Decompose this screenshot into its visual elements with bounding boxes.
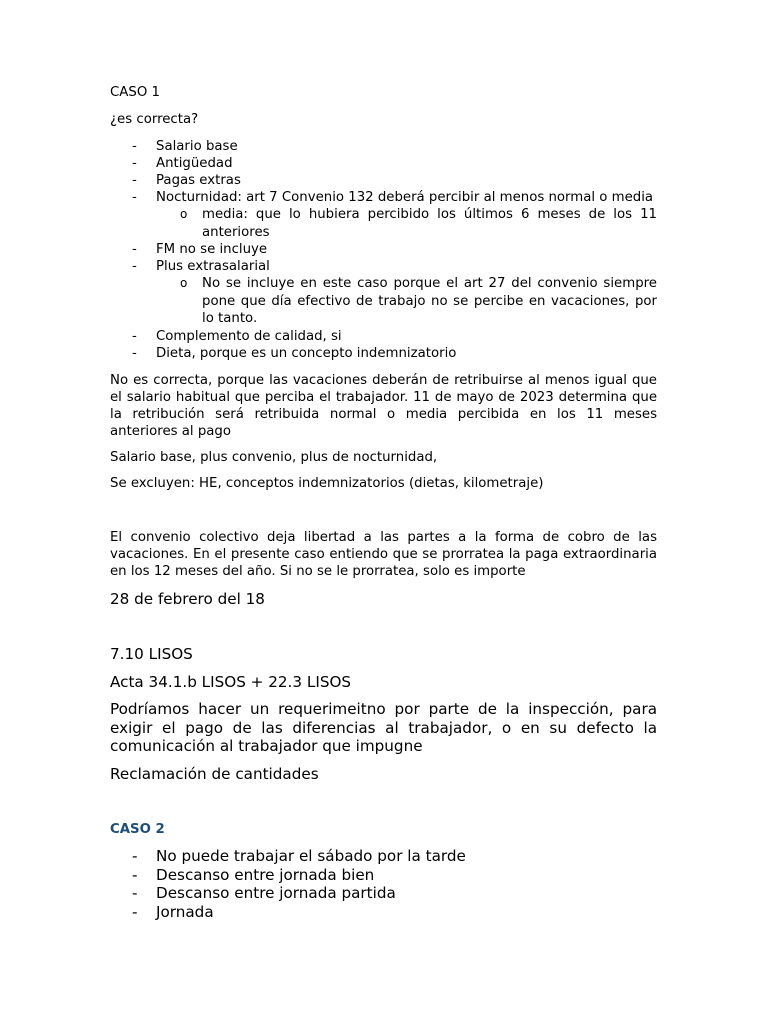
list-item: - Salario base bbox=[132, 139, 238, 154]
list-item: - Plus extrasalarial o No se incluye en este caso porque el art 27 del convenio siempre pone que día efectivo de trabajo no se percibe en vacaciones, por lo tanto. bbox=[110, 258, 657, 328]
date-line: 28 de febrero del 18 bbox=[110, 589, 265, 608]
paragraph-retribution: No es correcta, porque las vacaciones deberán de retribuirse al menos igual que el salario habitual que perciba el trabajador. 11 de mayo de 2023 determina que la retribución será retribuida normal o media percibida en los 11 meses anteriores al pago bbox=[110, 372, 657, 439]
list-item: - FM no se incluye bbox=[132, 242, 268, 257]
caso2-title: CASO 2 bbox=[110, 822, 165, 837]
sub-list bbox=[110, 275, 657, 328]
question-line: ¿es correcta? bbox=[110, 112, 199, 127]
list-item: - Antigüedad bbox=[132, 156, 233, 171]
paragraph-convenio: El convenio colectivo deja libertad a las partes a la forma de cobro de las vacaciones. En el presente caso entiendo que se prorratea la paga extraordinaria en los 12 meses del año. Si no se le prorratea, solo es importe bbox=[110, 529, 657, 579]
list-item: - No puede trabajar el sábado por la tarde bbox=[132, 847, 466, 865]
document-page bbox=[110, 84, 657, 921]
list-item: - Nocturnidad: art 7 Convenio 132 deberá percibir al menos normal o media o media: que lo hubiera percibido los últimos 6 meses de los 11 anteriores bbox=[110, 189, 657, 241]
caso1-title: CASO 1 bbox=[110, 85, 160, 100]
list-item: - Descanso entre jornada bien bbox=[132, 865, 375, 884]
acta-line: Acta 34.1.b LISOS + 22.3 LISOS bbox=[110, 672, 352, 691]
lisos-line: 7.10 LISOS bbox=[110, 645, 193, 663]
paragraph-requerimiento: Podríamos hacer un requerimeitno por parte de la inspección, para exigir el pago de las diferencias al trabajador, o en su defecto la comunicación al trabajador que impugne bbox=[110, 700, 657, 755]
paragraph-excluded: Se excluyen: HE, conceptos indemnizatorios (dietas, kilometraje) bbox=[110, 475, 544, 491]
concept-list bbox=[110, 138, 657, 362]
paragraph-included: Salario base, plus convenio, plus de nocturnidad, bbox=[110, 449, 438, 465]
caso2-list bbox=[110, 847, 657, 921]
list-item: - Jornada bbox=[132, 902, 214, 921]
list-item: - Complemento de calidad, si bbox=[132, 328, 342, 344]
sub-list-item: o media: que lo hubiera percibido los últimos 6 meses de los 11 anteriores bbox=[180, 207, 657, 240]
sub-list bbox=[110, 206, 657, 241]
paragraph-reclamacion: Reclamación de cantidades bbox=[110, 764, 319, 783]
sub-list-item: o No se incluye en este caso porque el art 27 del convenio siempre pone que día efectivo de trabajo no se percibe en vacaciones, por lo tanto. bbox=[180, 276, 657, 326]
list-item: - Dieta, porque es un concepto indemnizatorio bbox=[132, 345, 457, 361]
list-item: - Descanso entre jornada partida bbox=[132, 884, 396, 902]
list-item: - Pagas extras bbox=[132, 173, 241, 188]
